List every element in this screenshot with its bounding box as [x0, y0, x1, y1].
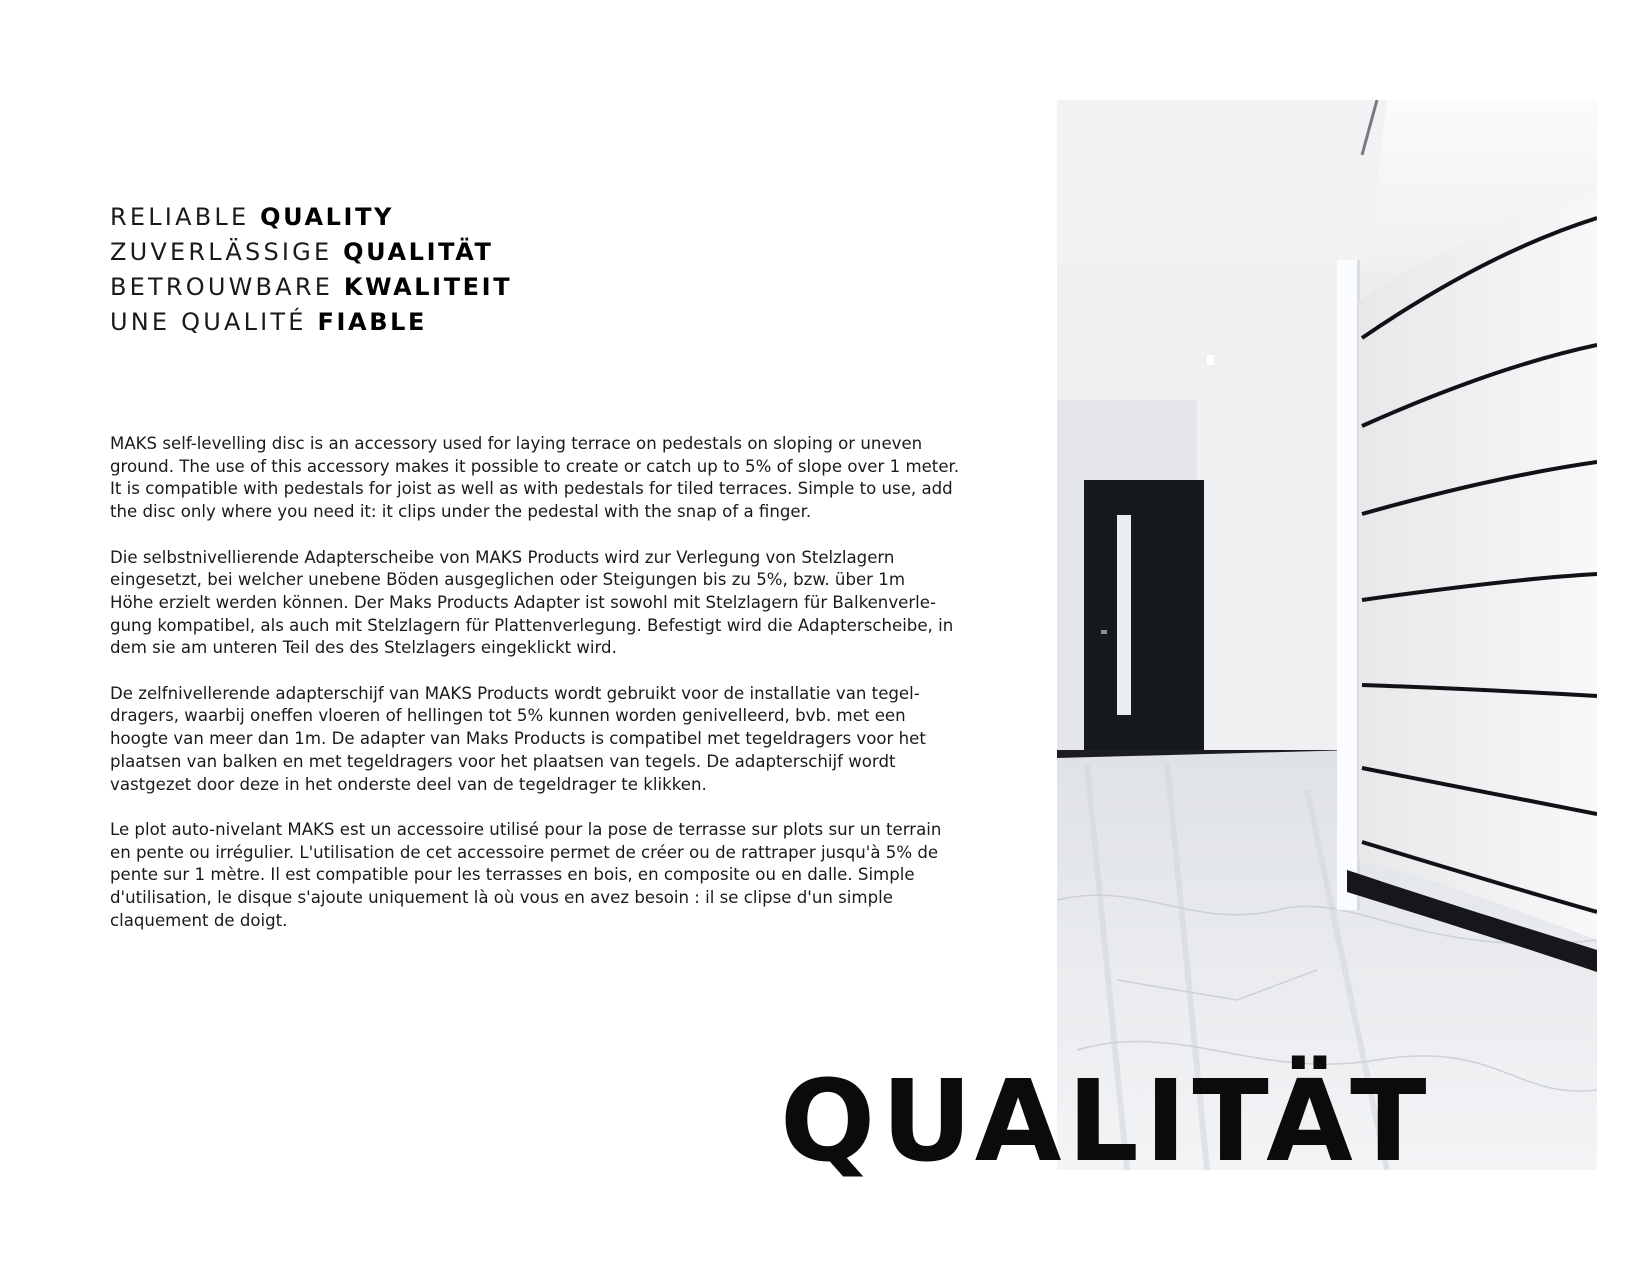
door-glass	[1117, 515, 1131, 715]
hallway-illustration	[1057, 100, 1597, 1170]
heading-english	[110, 200, 512, 235]
light-column	[1337, 260, 1359, 910]
interior-hallway-photo	[1057, 100, 1597, 1170]
paragraph-german: Die selbstnivellierende Adapterscheibe von MAKS Products wird zur Verlegung von Stelzlagern eingesetzt, bei welcher unebene Böden ausgeglichen oder Steigungen bis zu 5%, bzw. über 1m Höhe erzielt werden können. Der Maks Products Adapter ist sowohl mit Stelzlagern für Balkenverle- gung kompatibel, als auch mit Stelzlagern für Plattenverlegung. Befestigt wird die Adapterscheibe, in dem sie am unteren Teil des des Stelzlagers eingeklickt wird.	[110, 547, 954, 658]
heading-dutch	[110, 270, 512, 305]
heading-light-text: ZUVERLÄSSIGE	[110, 238, 344, 266]
paragraph-english: MAKS self-levelling disc is an accessory used for laying terrace on pedestals on sloping or uneven ground. The use of this accessory makes it possible to create or catch up to 5% of slope over 1 meter. It is compatible with pedestals for joist as well as with pedestals for tiled terraces. Simple to use, add the disc only where you need it: it clips under the pedestal with the snap of a finger.	[110, 434, 960, 522]
heading-light-text: BETROUWBARE	[110, 273, 344, 301]
heading-bold-text: KWALITEIT	[343, 273, 513, 301]
door-frame	[1084, 480, 1204, 760]
heading-bold-text: QUALITÄT	[343, 238, 494, 266]
body-text	[110, 433, 990, 955]
heading-bold-text: FIABLE	[317, 308, 427, 336]
door-handle	[1101, 630, 1107, 634]
ceiling-light	[1207, 355, 1214, 365]
heading-light-text: UNE QUALITÉ	[110, 308, 318, 336]
big-title-word: QUALITÄT	[780, 1057, 1433, 1187]
heading-bold-text: QUALITY	[260, 203, 395, 231]
headline-block	[110, 200, 512, 340]
paragraph-french: Le plot auto-nivelant MAKS est un accessoire utilisé pour la pose de terrasse sur plots sur un terrain en pente ou irrégulier. L'utilisation de cet accessoire permet de créer ou de rattraper jusqu'à 5% de pente sur 1 mètre. Il est compatible pour les terrasses en bois, en composite ou en dalle. Simple d'utilisation, le disque s'ajoute uniquement là où vous en avez besoin : il se clipse d'un simple claquement de doigt.	[110, 819, 942, 930]
curved-wall	[1359, 195, 1597, 940]
heading-french	[110, 305, 512, 340]
heading-light-text: RELIABLE	[110, 203, 261, 231]
ceiling-slope	[1057, 100, 1387, 265]
paragraph-dutch: De zelfnivellerende adapterschijf van MAKS Products wordt gebruikt voor de installatie van tegel- dragers, waarbij oneffen vloeren of hellingen tot 5% kunnen worden genivelleerd, bvb. met een hoogte van meer dan 1m. De adapter van Maks Products is compatibel met tegeldragers voor het plaatsen van balken en met tegeldragers voor het plaatsen van tegels. De adapterschijf wordt vastgezet door deze in het onderste deel van de tegeldrager te klikken.	[110, 683, 926, 794]
heading-german	[110, 235, 512, 270]
